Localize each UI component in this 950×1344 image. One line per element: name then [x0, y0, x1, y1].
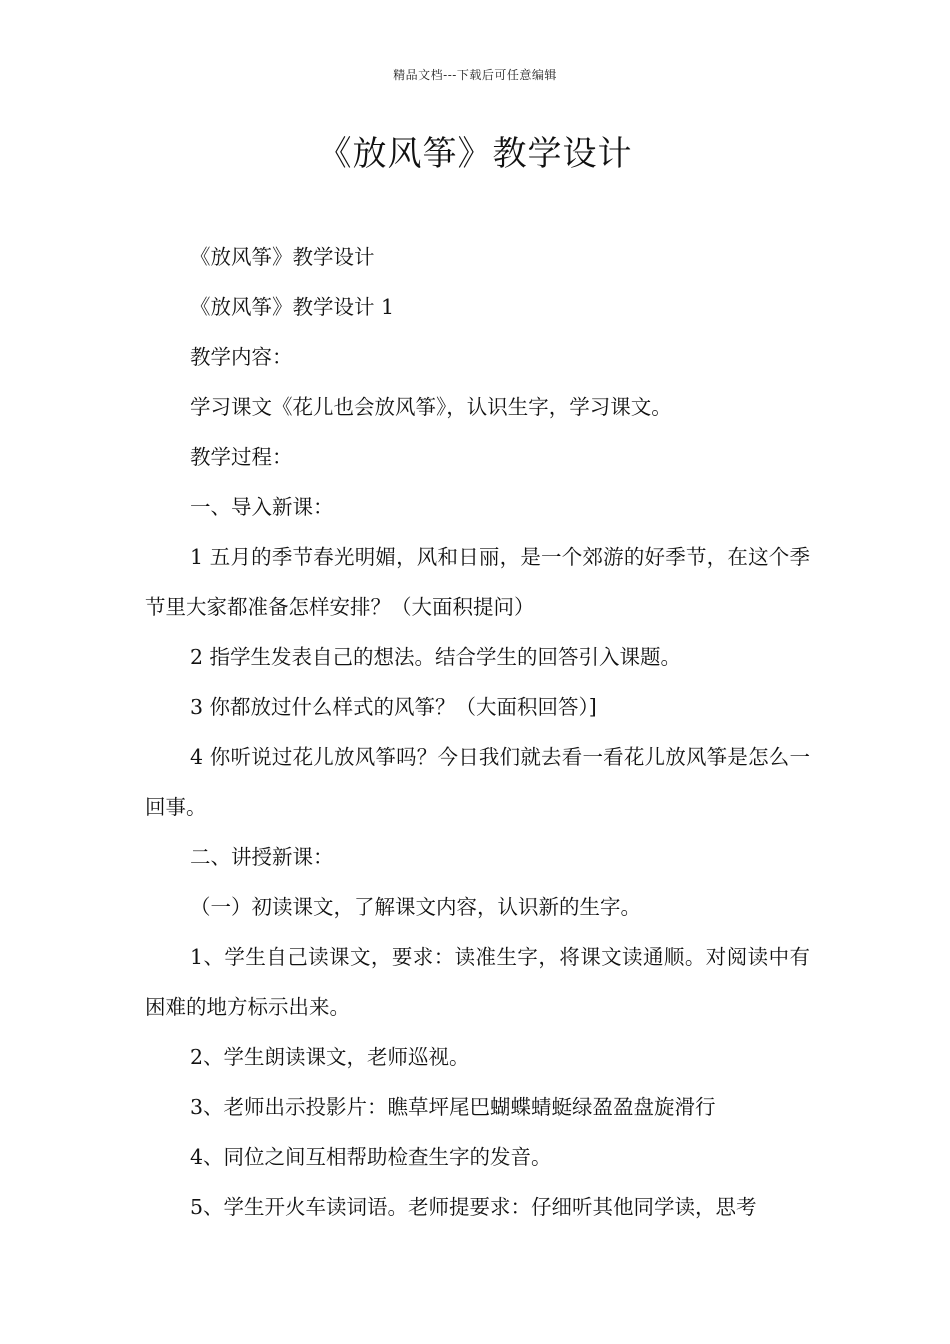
paragraph-step-5: 5、学生开火车读词语。老师提要求：仔细听其他同学读，思考	[190, 1195, 757, 1219]
paragraph-teaching-process-heading: 教学过程：	[190, 445, 293, 469]
paragraph-intro-3: 3 你都放过什么样式的风筝？（大面积回答）]	[190, 695, 597, 719]
paragraph-intro-1: 1 五月的季节春光明媚，风和日丽，是一个郊游的好季节，在这个季节里大家都准备怎样安排？（大面积提问）	[145, 545, 810, 619]
paragraph-first-reading-heading: （一）初读课文，了解课文内容，认识新的生字。	[190, 895, 641, 919]
paragraph-step-3: 3、老师出示投影片：瞧草坪尾巴蝴蝶蜻蜓绿盈盈盘旋滑行	[190, 1095, 716, 1119]
paragraph-section-one-heading: 一、导入新课：	[190, 495, 334, 519]
paragraph-teaching-content-heading: 教学内容：	[190, 345, 293, 369]
paragraph-section-two-heading: 二、讲授新课：	[190, 845, 334, 869]
paragraph-step-4: 4、同位之间互相帮助检查生字的发音。	[190, 1145, 552, 1169]
paragraph-intro-2: 2 指学生发表自己的想法。结合学生的回答引入课题。	[190, 645, 682, 669]
paragraph-step-2: 2、学生朗读课文，老师巡视。	[190, 1045, 470, 1069]
document-body	[145, 232, 810, 1232]
paragraph-subtitle: 《放风筝》教学设计	[190, 245, 375, 269]
paragraph-step-1: 1、学生自己读课文，要求：读准生字，将课文读通顺。对阅读中有困难的地方标示出来。	[145, 945, 810, 1019]
paragraph-subtitle-1: 《放风筝》教学设计 1	[190, 295, 395, 319]
document-title: 《放风筝》教学设计	[317, 134, 633, 174]
paragraph-teaching-content: 学习课文《花儿也会放风筝》，认识生字，学习课文。	[190, 395, 672, 419]
header-note: 精品文档---下载后可任意编辑	[393, 68, 557, 82]
paragraph-intro-4: 4 你听说过花儿放风筝吗？今日我们就去看一看花儿放风筝是怎么一回事。	[145, 745, 810, 819]
